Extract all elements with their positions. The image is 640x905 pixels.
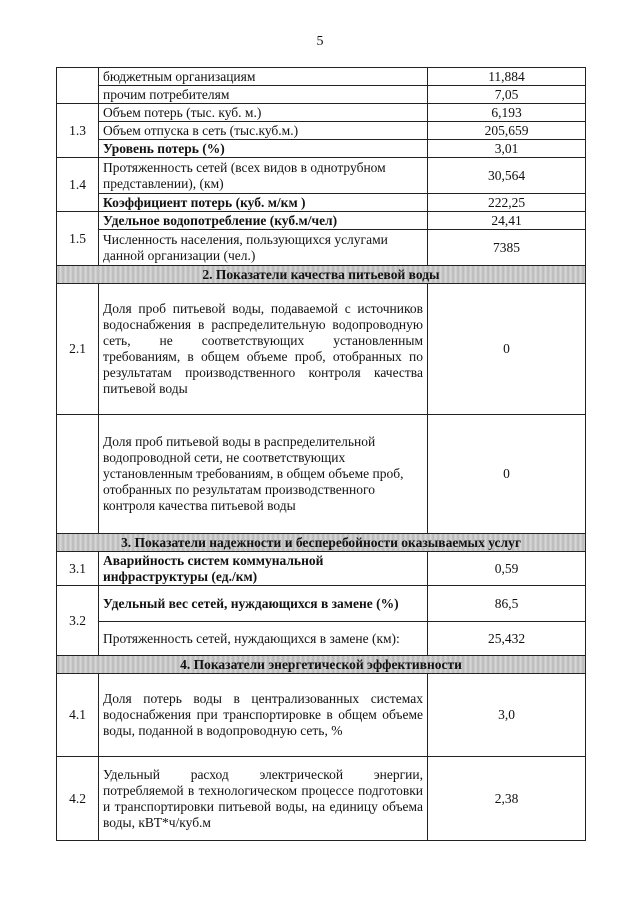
table-row xyxy=(57,158,586,194)
row-number: 4.2 xyxy=(57,757,99,841)
row-text: Доля проб питьевой воды в распределительной водопроводной сети, не соответствующих установленным требованиям, в общем объеме проб, отобранных по результатам производственного контроля качества питьевой воды xyxy=(99,415,428,534)
table-row xyxy=(57,586,586,622)
row-value: 0 xyxy=(428,284,586,415)
row-value: 25,432 xyxy=(428,622,586,656)
row-value: 7,05 xyxy=(428,86,586,104)
row-number: 1.4 xyxy=(57,158,99,212)
row-value: 205,659 xyxy=(428,122,586,140)
row-text: Доля проб питьевой воды, подаваемой с источников водоснабжения в распределительную водопроводную сеть, не соответствующих установленным требованиям, в общем объеме проб, отобранных по результатам производственного контроля качества питьевой воды xyxy=(99,284,428,415)
row-value: 6,193 xyxy=(428,104,586,122)
row-value: 7385 xyxy=(428,230,586,266)
section-title: 2. Показатели качества питьевой воды xyxy=(57,266,586,284)
row-text: Уровень потерь (%) xyxy=(99,140,428,158)
table-row xyxy=(57,122,586,140)
row-value: 0,59 xyxy=(428,552,586,586)
table-row xyxy=(57,674,586,757)
row-text: Численность населения, пользующихся услугами данной организации (чел.) xyxy=(99,230,428,266)
section-header xyxy=(57,534,586,552)
row-text: прочим потребителям xyxy=(99,86,428,104)
table-row xyxy=(57,68,586,86)
table-row xyxy=(57,757,586,841)
row-text: Объем потерь (тыс. куб. м.) xyxy=(99,104,428,122)
row-value: 3,01 xyxy=(428,140,586,158)
table-row xyxy=(57,104,586,122)
row-value: 3,0 xyxy=(428,674,586,757)
row-text: бюджетным организациям xyxy=(99,68,428,86)
row-text: Удельный вес сетей, нуждающихся в замене (%) xyxy=(99,586,428,622)
table-row xyxy=(57,140,586,158)
table-row xyxy=(57,622,586,656)
row-text: Доля потерь воды в централизованных системах водоснабжения при транспортировке в общем объеме воды, поданной в водопроводную сеть, % xyxy=(99,674,428,757)
row-value: 30,564 xyxy=(428,158,586,194)
row-number: 1.5 xyxy=(57,212,99,266)
row-number: 3.2 xyxy=(57,586,99,656)
row-text: Аварийность систем коммунальной инфраструктуры (ед./км) xyxy=(99,552,428,586)
row-text: Удельное водопотребление (куб.м/чел) xyxy=(99,212,428,230)
row-value: 0 xyxy=(428,415,586,534)
row-number xyxy=(57,415,99,534)
row-number: 1.3 xyxy=(57,104,99,158)
table-row xyxy=(57,415,586,534)
row-text: Удельный расход электрической энергии, потребляемой в технологическом процессе подготовки и транспортировки питьевой воды, на единицу объема воды, кВТ*ч/куб.м xyxy=(99,757,428,841)
row-value: 86,5 xyxy=(428,586,586,622)
table-row xyxy=(57,552,586,586)
table-row xyxy=(57,86,586,104)
table-row xyxy=(57,230,586,266)
row-value: 222,25 xyxy=(428,194,586,212)
row-number xyxy=(57,68,99,104)
row-value: 11,884 xyxy=(428,68,586,86)
row-value: 2,38 xyxy=(428,757,586,841)
row-text: Протяженность сетей (всех видов в однотрубном представлении), (км) xyxy=(99,158,428,194)
section-title: 4. Показатели энергетической эффективности xyxy=(57,656,586,674)
table-row xyxy=(57,284,586,415)
page-number: 5 xyxy=(316,34,324,49)
indicators-table xyxy=(56,67,586,841)
row-number: 2.1 xyxy=(57,284,99,415)
section-title: 3. Показатели надежности и бесперебойности оказываемых услуг xyxy=(57,534,586,552)
table-row xyxy=(57,212,586,230)
row-value: 24,41 xyxy=(428,212,586,230)
row-number: 3.1 xyxy=(57,552,99,586)
row-text: Коэффициент потерь (куб. м/км ) xyxy=(99,194,428,212)
row-text: Объем отпуска в сеть (тыс.куб.м.) xyxy=(99,122,428,140)
row-text: Протяженность сетей, нуждающихся в замене (км): xyxy=(99,622,428,656)
section-header xyxy=(57,266,586,284)
table-row xyxy=(57,194,586,212)
section-header xyxy=(57,656,586,674)
row-number: 4.1 xyxy=(57,674,99,757)
